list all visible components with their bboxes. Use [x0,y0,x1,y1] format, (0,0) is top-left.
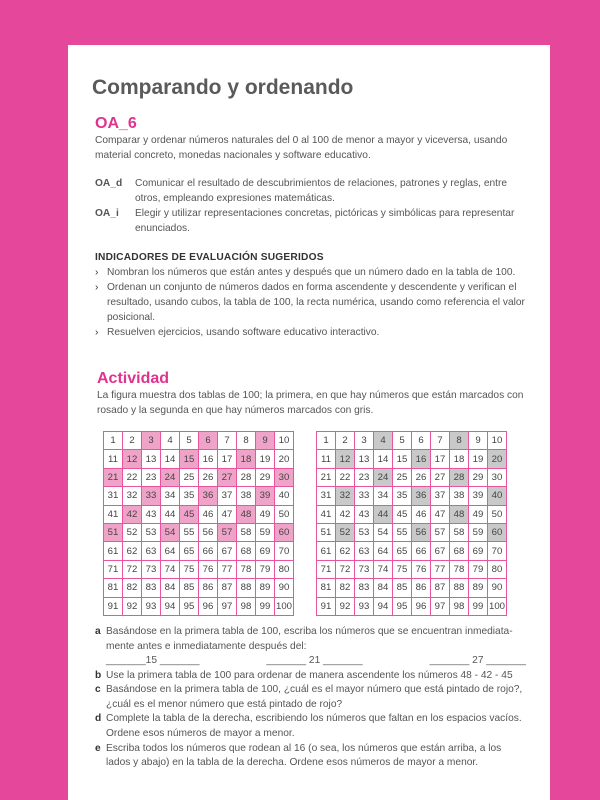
question-d: d Complete la tabla de la derecha, escribiendo los números que faltan en los espacios vacíos. Ordene esos números de mayor a menor. [95,713,522,740]
table-cell: 57 [431,523,450,541]
table-cell: 63 [142,542,161,560]
table-cell: 33 [355,487,374,505]
table-cell: 15 [393,450,412,468]
table-row [104,597,294,615]
table-cell: 1 [104,432,123,450]
table-cell: 10 [275,432,294,450]
table-cell: 53 [355,523,374,541]
activity-intro: La figura muestra dos tablas de 100; la primera, en que hay números que están marcados con rosado y la segunda en que hay números marcados con gris. [97,390,524,416]
table-cell: 95 [393,597,412,615]
table-cell: 23 [142,468,161,486]
answer-blank[interactable]: _______ 21 _______ [266,655,363,667]
table-cell: 88 [237,579,256,597]
table-cell: 31 [104,487,123,505]
table-cell: 34 [161,487,180,505]
table-cell: 65 [180,542,199,560]
table-cell: 2 [336,432,355,450]
table-cell: 91 [104,597,123,615]
table-cell: 79 [469,560,488,578]
table-cell: 89 [469,579,488,597]
question-b: b Use la primera tabla de 100 para ordenar de manera ascendente los números 48 - 42 - 45 [95,669,513,681]
table-cell: 25 [180,468,199,486]
table-cell: 11 [317,450,336,468]
chevron-right-icon: › [95,327,99,338]
chevron-right-icon: › [95,282,99,293]
table-cell: 14 [161,450,180,468]
table-cell: 75 [180,560,199,578]
table-cell: 27 [431,468,450,486]
table-cell: 59 [256,523,275,541]
marked-cell: 45 [180,505,199,523]
marked-cell: 27 [218,468,237,486]
table-cell: 97 [431,597,450,615]
table-row [317,523,507,541]
table-row [104,523,294,541]
table-cell: 72 [336,560,355,578]
table-cell: 91 [317,597,336,615]
table-cell: 1 [317,432,336,450]
table-cell: 46 [199,505,218,523]
table-cell: 38 [450,487,469,505]
table-cell: 35 [180,487,199,505]
table-cell: 7 [218,432,237,450]
marked-cell: 24 [161,468,180,486]
table-row [104,487,294,505]
skill-item [95,176,526,206]
table-cell: 37 [218,487,237,505]
question-c: c Basándose en la primera tabla de 100, ¿cuál es el mayor número que está pintado de rojo?, ¿cuál es el menor número que está pintado de rojo? [95,684,523,710]
marked-cell: 44 [374,505,393,523]
table-cell: 86 [199,579,218,597]
marked-cell: 42 [123,505,142,523]
table-cell: 89 [256,579,275,597]
table-cell: 37 [431,487,450,505]
table-cell: 26 [412,468,431,486]
table-cell: 65 [393,542,412,560]
marked-cell: 8 [450,432,469,450]
table-cell: 84 [161,579,180,597]
table-row [104,505,294,523]
table-cell: 59 [469,523,488,541]
table-cell: 8 [237,432,256,450]
skill-text: Comunicar el resultado de descubrimientos de relaciones, patrones y reglas, entre otros, empleando expresiones matemáticas. [135,178,508,204]
table-cell: 61 [317,542,336,560]
table-cell: 40 [275,487,294,505]
table-cell: 95 [180,597,199,615]
table-cell: 19 [256,450,275,468]
table-cell: 98 [450,597,469,615]
table-cell: 70 [488,542,507,560]
table-cell: 98 [237,597,256,615]
table-cell: 99 [469,597,488,615]
table-cell: 68 [450,542,469,560]
marked-cell: 57 [218,523,237,541]
marked-cell: 15 [180,450,199,468]
table-cell: 26 [199,468,218,486]
table-cell: 44 [161,505,180,523]
table-cell: 29 [256,468,275,486]
table-cell: 77 [218,560,237,578]
table-row [317,487,507,505]
marked-cell: 9 [256,432,275,450]
table-cell: 55 [180,523,199,541]
table-cell: 18 [450,450,469,468]
tables-row [103,431,526,616]
marked-cell: 28 [450,468,469,486]
table-cell: 41 [317,505,336,523]
table-cell: 76 [199,560,218,578]
marked-cell: 16 [412,450,431,468]
skills-list [95,176,526,236]
table-cell: 74 [374,560,393,578]
table-cell: 79 [256,560,275,578]
table-cell: 47 [431,505,450,523]
table-cell: 16 [199,450,218,468]
answer-blank[interactable]: _______ 27 _______ [429,655,526,667]
marked-cell: 21 [104,468,123,486]
table-cell: 72 [123,560,142,578]
table-cell: 82 [123,579,142,597]
table-cell: 100 [275,597,294,615]
marked-cell: 6 [199,432,218,450]
table-cell: 81 [317,579,336,597]
table-cell: 100 [488,597,507,615]
table-cell: 55 [393,523,412,541]
marked-cell: 18 [237,450,256,468]
table-cell: 92 [336,597,355,615]
table-cell: 90 [275,579,294,597]
marked-cell: 52 [336,523,355,541]
table-cell: 45 [393,505,412,523]
table-cell: 3 [355,432,374,450]
table-cell: 87 [218,579,237,597]
table-cell: 17 [218,450,237,468]
table-cell: 58 [237,523,256,541]
table-cell: 39 [469,487,488,505]
table-row [104,560,294,578]
answer-blank[interactable]: _______15 _______ [106,655,200,667]
table-cell: 50 [275,505,294,523]
table-cell: 47 [218,505,237,523]
table-cell: 2 [123,432,142,450]
table-cell: 49 [469,505,488,523]
skill-code: OA_d [95,178,123,189]
table-cell: 76 [412,560,431,578]
marked-cell: 30 [275,468,294,486]
table-cell: 21 [317,468,336,486]
table-row [317,579,507,597]
table-row [317,468,507,486]
table-cell: 52 [123,523,142,541]
marked-cell: 3 [142,432,161,450]
marked-cell: 60 [488,523,507,541]
table-cell: 96 [199,597,218,615]
table-row [317,542,507,560]
table-cell: 84 [374,579,393,597]
table-cell: 63 [355,542,374,560]
table-row [317,560,507,578]
table-cell: 43 [142,505,161,523]
answer-blanks [95,654,526,669]
table-cell: 35 [393,487,412,505]
table-cell: 14 [374,450,393,468]
skill-code: OA_i [95,208,119,219]
marked-cell: 36 [199,487,218,505]
marked-cell: 54 [161,523,180,541]
table-cell: 86 [412,579,431,597]
table-cell: 29 [469,468,488,486]
table-cell: 30 [488,468,507,486]
table-row [317,450,507,468]
objective-code: OA_6 [95,115,137,132]
table-cell: 75 [393,560,412,578]
table-cell: 64 [374,542,393,560]
table-cell: 5 [180,432,199,450]
table-cell: 38 [237,487,256,505]
table-cell: 96 [412,597,431,615]
table-cell: 78 [237,560,256,578]
table-cell: 19 [469,450,488,468]
indicator-item: › Resuelven ejercicios, usando software educativo interactivo. [95,327,380,338]
questions-list [95,625,526,771]
table-cell: 13 [142,450,161,468]
question-a: a Basándose en la primera tabla de 100, escriba los números que se encuentran inmediata-mente antes e inmediatamente después del: [95,625,513,652]
table-cell: 67 [431,542,450,560]
table-cell: 68 [237,542,256,560]
marked-cell: 24 [374,468,393,486]
marked-cell: 12 [123,450,142,468]
activity-heading: Actividad [97,370,170,387]
table-cell: 23 [355,468,374,486]
table-cell: 66 [412,542,431,560]
table-cell: 87 [431,579,450,597]
table-cell: 93 [355,597,374,615]
table-cell: 85 [393,579,412,597]
table-row [317,432,507,450]
table-cell: 54 [374,523,393,541]
table-cell: 49 [256,505,275,523]
question-e: e Escriba todos los números que rodean al 16 (o sea, los números que están arriba, a los lados y abajo) en la tabla de la derecha. Ordene esos números de mayor a menor. [95,742,502,769]
skill-item [95,206,526,236]
table-cell: 53 [142,523,161,541]
table-cell: 69 [256,542,275,560]
table-row [104,579,294,597]
skill-text: Elegir y utilizar representaciones concretas, pictóricas y simbólicas para representar enunciados. [135,208,515,234]
table-cell: 92 [123,597,142,615]
document-page [68,45,550,800]
marked-cell: 33 [142,487,161,505]
table-cell: 56 [199,523,218,541]
table-cell: 67 [218,542,237,560]
table-cell: 73 [355,560,374,578]
table-cell: 71 [104,560,123,578]
table-cell: 93 [142,597,161,615]
table-cell: 66 [199,542,218,560]
table-cell: 73 [142,560,161,578]
table-cell: 94 [161,597,180,615]
table-row [104,468,294,486]
marked-cell: 4 [374,432,393,450]
table-cell: 17 [431,450,450,468]
table-row [104,542,294,560]
page-title: Comparando y ordenando [92,76,354,99]
marked-cell: 48 [237,505,256,523]
indicator-item: › Ordenan un conjunto de números dados en forma ascendente y descendente y verifican el resultado, usando cubos, la tabla de 100, la recta numérica, usando como referencia el valor posicional. [95,282,525,323]
marked-cell: 12 [336,450,355,468]
table-cell: 9 [469,432,488,450]
table-cell: 32 [123,487,142,505]
table-row [104,450,294,468]
table-cell: 28 [237,468,256,486]
table-cell: 31 [317,487,336,505]
marked-cell: 60 [275,523,294,541]
table-cell: 11 [104,450,123,468]
table-cell: 74 [161,560,180,578]
table-cell: 80 [275,560,294,578]
table-cell: 41 [104,505,123,523]
table-cell: 58 [450,523,469,541]
table-cell: 25 [393,468,412,486]
marked-cell: 56 [412,523,431,541]
marked-cell: 51 [104,523,123,541]
table-cell: 83 [355,579,374,597]
table-cell: 5 [393,432,412,450]
table-cell: 99 [256,597,275,615]
marked-cell: 32 [336,487,355,505]
table-cell: 20 [275,450,294,468]
table-cell: 77 [431,560,450,578]
table-cell: 80 [488,560,507,578]
table-row [317,505,507,523]
table-cell: 97 [218,597,237,615]
table-cell: 71 [317,560,336,578]
indicators-heading: INDICADORES DE EVALUACIÓN SUGERIDOS [95,252,324,263]
table-cell: 78 [450,560,469,578]
marked-cell: 39 [256,487,275,505]
marked-cell: 36 [412,487,431,505]
table-cell: 10 [488,432,507,450]
indicator-item: › Nombran los números que están antes y después que un número dado en la tabla de 100. [95,267,516,278]
table-cell: 22 [123,468,142,486]
table-cell: 62 [336,542,355,560]
table-cell: 94 [374,597,393,615]
table-cell: 34 [374,487,393,505]
table-cell: 82 [336,579,355,597]
marked-cell: 40 [488,487,507,505]
table-cell: 62 [123,542,142,560]
table-cell: 13 [355,450,374,468]
table-cell: 90 [488,579,507,597]
table-cell: 85 [180,579,199,597]
table-row [317,597,507,615]
marked-cell: 20 [488,450,507,468]
table-cell: 4 [161,432,180,450]
table-cell: 51 [317,523,336,541]
table-cell: 42 [336,505,355,523]
table-cell: 81 [104,579,123,597]
hundred-table-gray [316,431,507,616]
chevron-right-icon: › [95,267,99,278]
table-cell: 64 [161,542,180,560]
hundred-table-pink [103,431,294,616]
table-cell: 61 [104,542,123,560]
table-cell: 7 [431,432,450,450]
table-cell: 22 [336,468,355,486]
table-cell: 70 [275,542,294,560]
table-cell: 50 [488,505,507,523]
table-cell: 6 [412,432,431,450]
table-cell: 83 [142,579,161,597]
table-cell: 43 [355,505,374,523]
table-cell: 69 [469,542,488,560]
marked-cell: 48 [450,505,469,523]
table-row [104,432,294,450]
objective-text: Comparar y ordenar números naturales del 0 al 100 de menor a mayor y viceversa, usando material concreto, monedas nacionales y software educativo. [95,135,508,161]
table-cell: 88 [450,579,469,597]
table-cell: 46 [412,505,431,523]
